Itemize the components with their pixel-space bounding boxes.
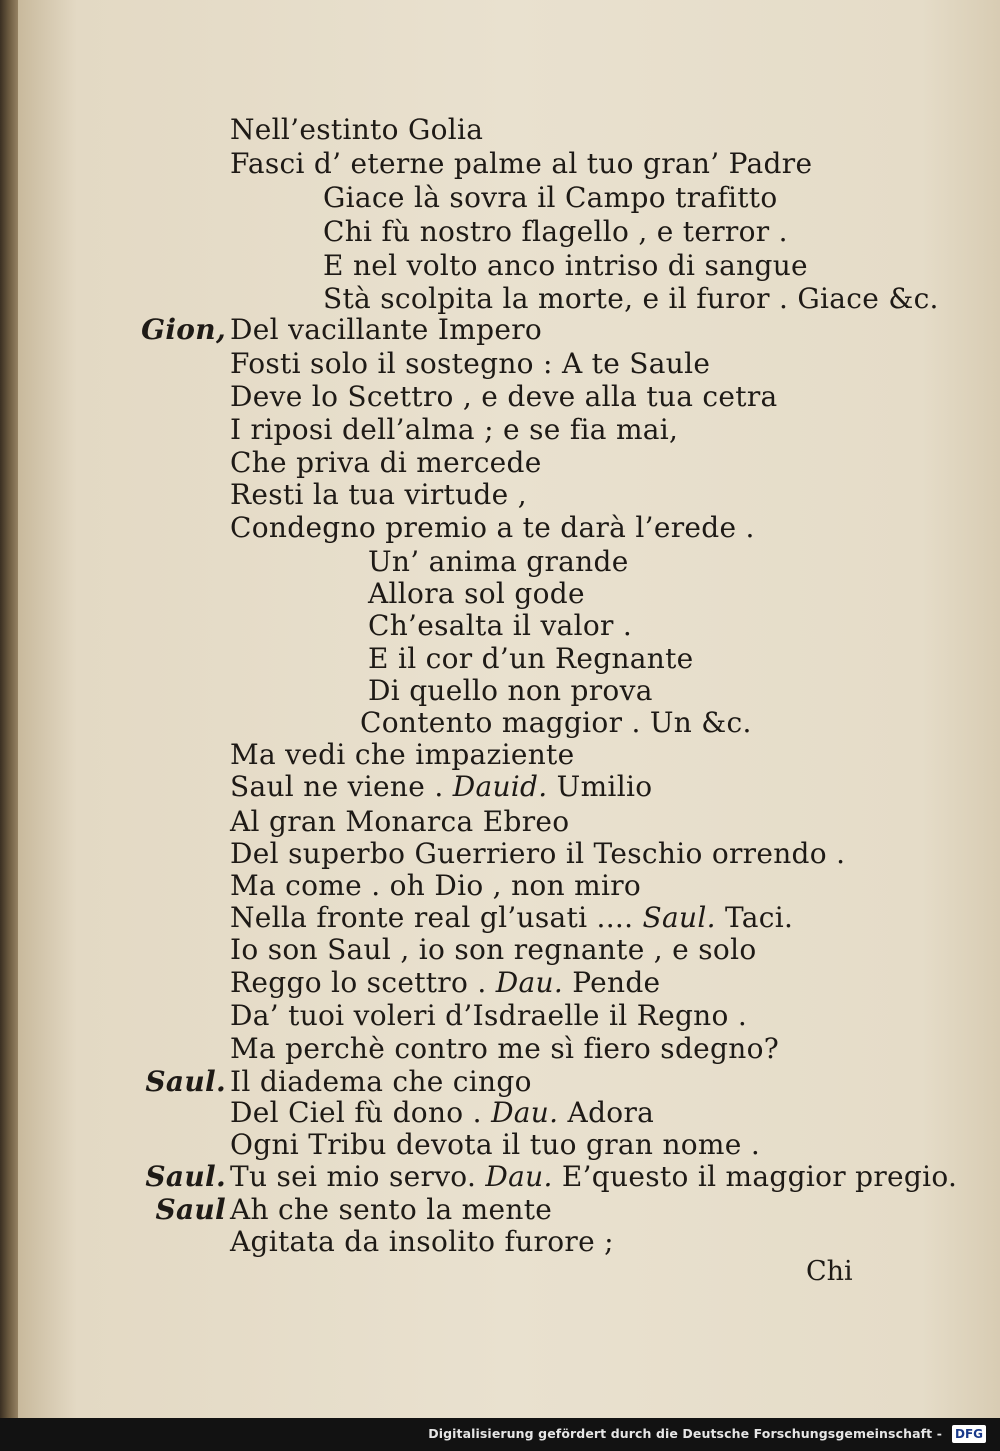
footer-bar — [0, 1418, 1000, 1451]
verse-text: Fosti solo il sostegno : A te Saule — [230, 347, 711, 380]
verse-text: Da’ tuoi voleri d’Isdraelle il Regno . — [230, 999, 748, 1032]
verse-text: Del Ciel fù dono . — [230, 1096, 482, 1129]
speaker-label-inline: Dau. — [491, 1096, 559, 1129]
catchword: Chi — [806, 1256, 853, 1287]
verse-line — [230, 739, 574, 771]
verse-text: Condegno premio a te darà l’erede . — [230, 511, 755, 544]
verse-line — [323, 182, 778, 214]
verse-text: Ma vedi che impaziente — [230, 738, 575, 771]
verse-line — [230, 512, 755, 544]
verse-line — [368, 675, 653, 707]
verse-line — [230, 348, 710, 380]
verse-text: Del superbo Guerriero il Teschio orrendo . — [230, 837, 846, 870]
verse-line — [230, 967, 660, 999]
verse-line — [230, 1000, 747, 1032]
verse-line — [230, 902, 793, 934]
verse-line — [230, 771, 652, 803]
verse-text: Al gran Monarca Ebreo — [230, 805, 570, 838]
verse-text: Del vacillante Impero — [230, 313, 543, 346]
verse-line — [368, 643, 694, 675]
verse-line — [145, 1160, 958, 1193]
verse-text: Deve lo Scettro , e deve alla tua cetra — [230, 380, 778, 413]
speaker-label: Gion, — [141, 313, 226, 346]
verse-line — [145, 1065, 532, 1098]
verse-text: Contento maggior . Un &c. — [360, 706, 752, 739]
verse-text: Io son Saul , io son regnante , e solo — [230, 933, 757, 966]
verse-line — [230, 806, 569, 838]
verse-text: Giace là sovra il Campo trafitto — [323, 181, 778, 214]
verse-text: E il cor d’un Regnante — [368, 642, 694, 675]
verse-text-continued: Taci. — [715, 901, 794, 934]
verse-text: Ogni Tribu devota il tuo gran nome . — [230, 1128, 761, 1161]
verse-line — [230, 1226, 614, 1258]
verse-text: Un’ anima grande — [368, 545, 629, 578]
verse-line — [368, 610, 632, 642]
verse-line — [230, 1129, 760, 1161]
verse-line — [323, 216, 788, 248]
verse-text: Il diadema che cingo — [230, 1065, 532, 1098]
verse-line — [230, 1097, 654, 1129]
verse-line — [230, 114, 483, 146]
speaker-label-inline: Dauid. — [452, 770, 548, 803]
verse-text: Fasci d’ eterne palme al tuo gran’ Padre — [230, 147, 813, 180]
footer-credit: Digitalisierung gefördert durch die Deutsche Forschungsgemeinschaft - — [428, 1426, 942, 1441]
speaker-label-inline: Dau. — [495, 966, 564, 999]
verse-line — [230, 479, 527, 511]
verse-text: Resti la tua virtude , — [230, 478, 527, 511]
verse-line — [368, 578, 585, 610]
verse-line — [230, 838, 845, 870]
verse-text: Ah che sento la mente — [230, 1193, 553, 1226]
verse-line — [323, 250, 808, 282]
verse-text: Ma come . oh Dio , non miro — [230, 869, 642, 902]
speaker-label-inline: Saul. — [642, 901, 716, 934]
verse-line — [155, 1193, 553, 1226]
speaker-label-inline: Dau. — [485, 1160, 553, 1193]
verse-text: Ch’esalta il valor . — [368, 609, 633, 642]
verse-line — [323, 283, 939, 315]
verse-line — [230, 381, 778, 413]
verse-text: Che priva di mercede — [230, 446, 542, 479]
verse-text: I riposi dell’alma ; e se fia mai, — [230, 413, 679, 446]
verse-text: Ma perchè contro me sì fiero sdegno? — [230, 1032, 780, 1065]
verse-text: Di quello non prova — [368, 674, 653, 707]
verse-line — [368, 546, 629, 578]
verse-text-continued: Umilio — [547, 770, 653, 803]
verse-text: Chi fù nostro flagello , e terror . — [323, 215, 788, 248]
verse-text-continued: E’questo il maggior pregio. — [552, 1160, 958, 1193]
verse-text: E nel volto anco intriso di sangue — [323, 249, 808, 282]
verse-text: Saul ne viene . — [230, 770, 444, 803]
speaker-label: Saul. — [145, 1160, 226, 1193]
verse-text: Allora sol gode — [368, 577, 585, 610]
verse-text-continued: Adora — [558, 1096, 655, 1129]
verse-line — [230, 870, 641, 902]
verse-line — [230, 934, 757, 966]
verse-line — [230, 1033, 779, 1065]
verse-line — [141, 313, 543, 346]
verse-line — [230, 447, 542, 479]
speaker-label: Saul. — [145, 1065, 226, 1098]
verse-line — [230, 414, 678, 446]
verse-text: Tu sei mio servo. — [230, 1160, 477, 1193]
verse-line — [230, 148, 812, 180]
verse-text: Nell’estinto Golia — [230, 113, 484, 146]
dfg-logo-icon: DFG — [952, 1425, 986, 1443]
speaker-label: Saul — [155, 1193, 226, 1226]
verse-text: Stà scolpita la morte, e il furor . Giace &c. — [323, 282, 939, 315]
verse-line — [360, 707, 752, 739]
verse-text-continued: Pende — [563, 966, 661, 999]
verse-text: Reggo lo scettro . — [230, 966, 487, 999]
verse-text: Nella fronte real gl’usati .... — [230, 901, 634, 934]
verse-text: Agitata da insolito furore ; — [230, 1225, 614, 1258]
